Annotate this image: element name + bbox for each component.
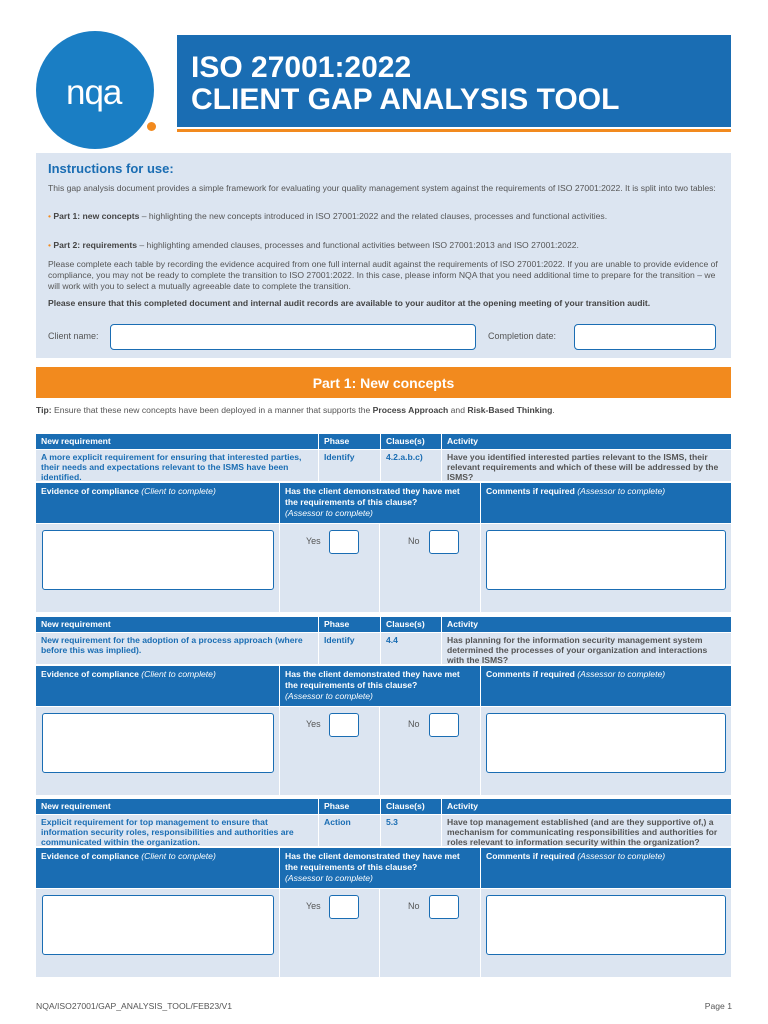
comments-cell bbox=[481, 889, 731, 977]
header-clause: Clause(s) bbox=[381, 617, 441, 632]
comments-cell bbox=[481, 524, 731, 612]
evidence-header: Evidence of compliance (Client to complete) bbox=[36, 483, 279, 523]
yes-label: Yes bbox=[306, 536, 321, 546]
evidence-cell bbox=[36, 524, 279, 612]
header-phase: Phase bbox=[319, 617, 380, 632]
instructions-intro: This gap analysis document provides a simple framework for evaluating your quality management system against the requirements of ISO 27001:2022. It is split into two tables: bbox=[48, 183, 716, 193]
header-requirement: New requirement bbox=[36, 617, 318, 632]
clause-value: 4.4 bbox=[381, 633, 441, 664]
header-phase: Phase bbox=[319, 434, 380, 449]
yes-cell bbox=[280, 524, 379, 612]
document-reference: NQA/ISO27001/GAP_ANALYSIS_TOOL/FEB23/V1 bbox=[36, 1001, 233, 1011]
instructions-heading: Instructions for use: bbox=[48, 161, 174, 176]
no-label: No bbox=[408, 536, 420, 546]
no-cell bbox=[380, 707, 480, 795]
demonstrated-header: Has the client demonstrated they have met the requirements of this clause? (Assessor to complete) bbox=[280, 848, 480, 888]
yes-checkbox[interactable] bbox=[329, 713, 359, 737]
evidence-cell bbox=[36, 889, 279, 977]
yes-cell bbox=[280, 889, 379, 977]
phase-value: Identify bbox=[319, 450, 380, 481]
clause-value: 4.2.a.b.c) bbox=[381, 450, 441, 481]
bullet-icon: • bbox=[48, 211, 52, 221]
comments-input[interactable] bbox=[486, 530, 726, 590]
client-name-field[interactable] bbox=[110, 324, 476, 350]
no-label: No bbox=[408, 901, 420, 911]
activity-text: Have you identified interested parties relevant to the ISMS, their relevant requirements and which of these will be addressed by the ISMS? bbox=[442, 450, 731, 481]
instructions-bullet-2: • Part 2: requirements – highlighting amended clauses, processes and functional activities between ISO 27001:2013 and ISO 27001:2022. bbox=[48, 240, 579, 250]
header-activity: Activity bbox=[442, 617, 731, 632]
no-label: No bbox=[408, 719, 420, 729]
phase-value: Action bbox=[319, 815, 380, 846]
title-underline bbox=[177, 129, 731, 132]
nqa-logo bbox=[36, 31, 154, 149]
demonstrated-header: Has the client demonstrated they have met the requirements of this clause? (Assessor to complete) bbox=[280, 483, 480, 523]
instructions-bold-note: Please ensure that this completed document and internal audit records are available to your auditor at the opening meeting of your transition audit. bbox=[48, 298, 651, 308]
evidence-input[interactable] bbox=[42, 713, 274, 773]
requirement-table bbox=[36, 434, 731, 614]
completion-date-label: Completion date: bbox=[488, 331, 557, 341]
yes-label: Yes bbox=[306, 901, 321, 911]
requirement-table bbox=[36, 617, 731, 797]
clause-value: 5.3 bbox=[381, 815, 441, 846]
no-cell bbox=[380, 524, 480, 612]
yes-cell bbox=[280, 707, 379, 795]
requirement-table bbox=[36, 799, 731, 979]
requirement-text: New requirement for the adoption of a process approach (where before this was implied). bbox=[36, 633, 318, 664]
instructions-paragraph: Please complete each table by recording the evidence acquired from one full internal audit against the requirements of ISO 27001:2022. If you are unable to provide evidence of compliance, you may not be ready to complete the transition to ISO 27001:2022. In this case, please inform NQA that you need additional time to prepare for the transition – we will work with you to select a mutually agreeable date to complete the transition. bbox=[48, 259, 718, 291]
bullet-icon: • bbox=[48, 240, 52, 250]
yes-label: Yes bbox=[306, 719, 321, 729]
completion-date-field[interactable] bbox=[574, 324, 716, 350]
instructions-panel bbox=[36, 153, 731, 358]
activity-text: Have top management established (and are they supportive of,) a mechanism for communicating responsibilities and authorities for roles relevant to information security within the organization? bbox=[442, 815, 731, 846]
evidence-input[interactable] bbox=[42, 895, 274, 955]
comments-input[interactable] bbox=[486, 713, 726, 773]
evidence-input[interactable] bbox=[42, 530, 274, 590]
page-number: Page 1 bbox=[704, 1001, 732, 1011]
part1-title: Part 1: New concepts bbox=[312, 375, 455, 391]
no-cell bbox=[380, 889, 480, 977]
header-requirement: New requirement bbox=[36, 434, 318, 449]
comments-header: Comments if required (Assessor to complete) bbox=[481, 848, 731, 888]
comments-header: Comments if required (Assessor to complete) bbox=[481, 666, 731, 706]
client-name-label: Client name: bbox=[48, 331, 99, 341]
evidence-header: Evidence of compliance (Client to complete) bbox=[36, 848, 279, 888]
header-activity: Activity bbox=[442, 434, 731, 449]
tip-text: Tip: Ensure that these new concepts have been deployed in a manner that supports the Process Approach and Risk-Based Thinking. bbox=[36, 405, 555, 415]
comments-input[interactable] bbox=[486, 895, 726, 955]
logo-text: nqa bbox=[66, 73, 122, 112]
title-banner bbox=[177, 35, 731, 127]
header-activity: Activity bbox=[442, 799, 731, 814]
no-checkbox[interactable] bbox=[429, 895, 459, 919]
header-clause: Clause(s) bbox=[381, 434, 441, 449]
demonstrated-header: Has the client demonstrated they have met the requirements of this clause? (Assessor to complete) bbox=[280, 666, 480, 706]
requirement-text: A more explicit requirement for ensuring that interested parties, their needs and expectations relevant to the ISMS have been identified. bbox=[36, 450, 318, 481]
evidence-header: Evidence of compliance (Client to complete) bbox=[36, 666, 279, 706]
yes-checkbox[interactable] bbox=[329, 895, 359, 919]
comments-cell bbox=[481, 707, 731, 795]
header-clause: Clause(s) bbox=[381, 799, 441, 814]
yes-checkbox[interactable] bbox=[329, 530, 359, 554]
evidence-cell bbox=[36, 707, 279, 795]
header-phase: Phase bbox=[319, 799, 380, 814]
phase-value: Identify bbox=[319, 633, 380, 664]
activity-text: Has planning for the information security management system determined the processes of your organization and interactions with the ISMS? bbox=[442, 633, 731, 664]
instructions-bullet-1: • Part 1: new concepts – highlighting the new concepts introduced in ISO 27001:2022 and the related clauses, processes and functional activities. bbox=[48, 211, 608, 221]
title-line-2: CLIENT GAP ANALYSIS TOOL bbox=[191, 83, 620, 116]
part1-banner bbox=[36, 367, 731, 398]
no-checkbox[interactable] bbox=[429, 713, 459, 737]
comments-header: Comments if required (Assessor to complete) bbox=[481, 483, 731, 523]
header-requirement: New requirement bbox=[36, 799, 318, 814]
title-line-1: ISO 27001:2022 bbox=[191, 51, 412, 84]
no-checkbox[interactable] bbox=[429, 530, 459, 554]
requirement-text: Explicit requirement for top management to ensure that information security roles, responsibilities and authorities are communicated within the organization. bbox=[36, 815, 318, 846]
logo-dot bbox=[147, 122, 156, 131]
